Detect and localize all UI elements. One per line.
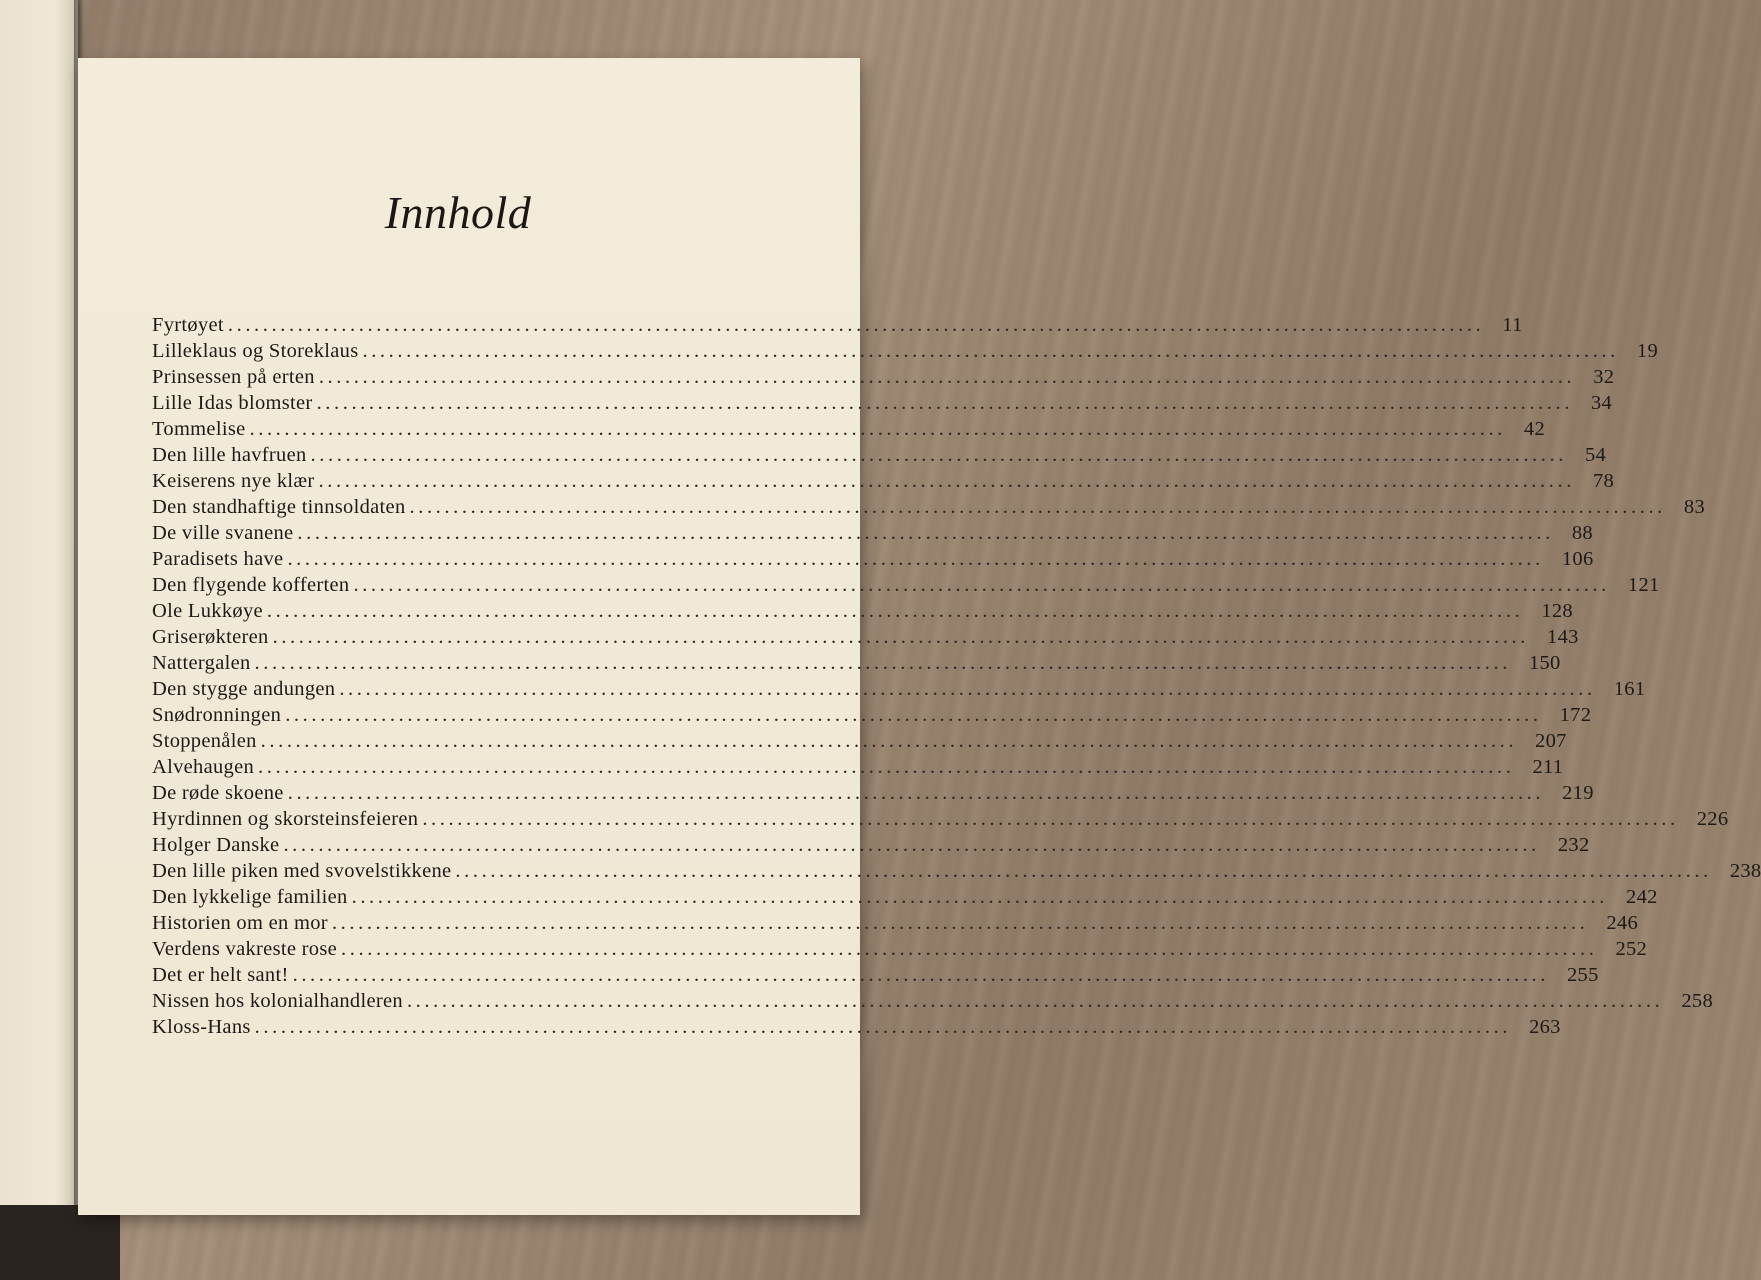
toc-entry-title: Den lille piken med svovelstikkene	[152, 860, 452, 882]
toc-entry	[152, 834, 1590, 860]
dot-leader: ................................................................................................................................................	[287, 782, 1545, 804]
toc-entry-title: Holger Danske	[152, 834, 280, 856]
dot-leader: ................................................................................................................................................	[455, 860, 1712, 882]
toc-entry-page-number: 54	[1584, 444, 1607, 466]
toc-entry-page-number: 211	[1532, 756, 1564, 778]
toc-entry-title: Den standhaftige tinnsoldaten	[152, 496, 406, 518]
toc-entry-page-number: 88	[1571, 522, 1593, 544]
toc-entry-title: Historien om en mor	[152, 912, 328, 934]
toc-entry	[152, 652, 1561, 678]
toc-entry-page-number: 232	[1557, 834, 1590, 856]
toc-entry-title: Hyrdinnen og skorsteinsfeieren	[152, 808, 419, 830]
toc-entry	[152, 522, 1593, 548]
toc-entry-title: Den stygge andungen	[152, 678, 336, 700]
toc-entry	[152, 782, 1594, 808]
toc-entry-page-number: 150	[1528, 652, 1561, 674]
toc-entry	[152, 938, 1648, 964]
toc-entry-title: Det er helt sant!	[152, 964, 289, 986]
toc-entry-title: Den flygende kofferten	[152, 574, 350, 596]
toc-entry-title: Paradisets have	[152, 548, 284, 570]
toc-entry-page-number: 143	[1547, 626, 1579, 648]
toc-entry	[152, 444, 1607, 470]
toc-entry	[152, 1016, 1561, 1042]
dot-leader: ................................................................................................................................................	[285, 704, 1542, 726]
toc-entry-page-number: 161	[1613, 678, 1646, 700]
dot-leader: ................................................................................................................................................	[409, 496, 1666, 518]
toc-entry-title: Den lykkelige familien	[152, 886, 348, 908]
toc-entry-page-number: 106	[1561, 548, 1594, 570]
dot-leader: ................................................................................................................................................	[422, 808, 1679, 830]
toc-entry	[152, 574, 1660, 600]
dot-leader: ................................................................................................................................................	[287, 548, 1544, 570]
dot-leader: ................................................................................................................................................	[254, 652, 1511, 674]
toc-entry-title: Snødronningen	[152, 704, 282, 726]
dot-leader: ................................................................................................................................................	[254, 1016, 1512, 1038]
toc-entry-page-number: 121	[1627, 574, 1660, 596]
toc-entry	[152, 808, 1729, 834]
dot-leader: ................................................................................................................................................	[341, 938, 1598, 960]
toc-entry-title: Nattergalen	[152, 652, 251, 674]
toc-entry-page-number: 226	[1696, 808, 1729, 830]
toc-entry-title: Tommelise	[152, 418, 246, 440]
dot-leader: ................................................................................................................................................	[249, 418, 1506, 440]
dot-leader: ................................................................................................................................................	[227, 314, 1485, 336]
toc-entry	[152, 600, 1573, 626]
table-of-contents	[152, 314, 1761, 1042]
toc-entry-page-number: 252	[1615, 938, 1648, 960]
page-title: Innhold	[384, 187, 532, 238]
dot-leader: ................................................................................................................................................	[318, 366, 1576, 388]
toc-entry	[152, 470, 1615, 496]
toc-entry	[152, 860, 1761, 886]
toc-entry-title: Lille Idas blomster	[152, 392, 313, 414]
dot-leader: ................................................................................................................................................	[353, 574, 1610, 596]
toc-entry-title: Ole Lukkøye	[152, 600, 263, 622]
toc-entry-title: De røde skoene	[152, 782, 284, 804]
dot-leader: ................................................................................................................................................	[318, 470, 1575, 492]
book-cover-edge	[0, 1205, 120, 1280]
toc-entry-page-number: 42	[1523, 418, 1546, 440]
dot-leader: ................................................................................................................................................	[316, 392, 1573, 414]
dot-leader: ................................................................................................................................................	[272, 626, 1530, 648]
toc-entry-page-number: 172	[1559, 704, 1592, 726]
dot-leader: ................................................................................................................................................	[297, 522, 1554, 544]
toc-entry-title: Prinsessen på erten	[152, 366, 315, 388]
toc-entry-title: Lilleklaus og Storeklaus	[152, 340, 359, 362]
dot-leader: ................................................................................................................................................	[331, 912, 1589, 934]
toc-entry	[152, 886, 1658, 912]
toc-entry-page-number: 34	[1590, 392, 1613, 414]
toc-entry	[152, 678, 1646, 704]
dot-leader: ................................................................................................................................................	[283, 834, 1540, 856]
toc-entry-page-number: 19	[1636, 340, 1658, 362]
toc-entry-page-number: 207	[1535, 730, 1567, 752]
toc-entry	[152, 626, 1579, 652]
toc-entry-page-number: 238	[1729, 860, 1761, 882]
dot-leader: ................................................................................................................................................	[258, 756, 1515, 778]
toc-entry	[152, 964, 1599, 990]
toc-entry-page-number: 263	[1529, 1016, 1561, 1038]
dot-leader: ................................................................................................................................................	[260, 730, 1518, 752]
toc-entry-page-number: 11	[1502, 314, 1523, 336]
toc-entry	[152, 366, 1615, 392]
toc-entry-page-number: 242	[1626, 886, 1658, 908]
toc-entry-page-number: 32	[1593, 366, 1615, 388]
toc-entry-title: Stoppenålen	[152, 730, 257, 752]
toc-entry-title: Den lille havfruen	[152, 444, 307, 466]
toc-entry-title: Griserøkteren	[152, 626, 269, 648]
toc-entry-page-number: 246	[1606, 912, 1638, 934]
dot-leader: ................................................................................................................................................	[266, 600, 1524, 622]
toc-entry	[152, 418, 1546, 444]
toc-entry	[152, 548, 1594, 574]
toc-entry-page-number: 258	[1681, 990, 1713, 1012]
left-book-page	[0, 0, 78, 1280]
dot-leader: ................................................................................................................................................	[362, 340, 1619, 362]
toc-entry	[152, 496, 1706, 522]
toc-entry	[152, 730, 1567, 756]
toc-entry-title: Nissen hos kolonialhandleren	[152, 990, 403, 1012]
dot-leader: ................................................................................................................................................	[351, 886, 1609, 908]
toc-entry-page-number: 78	[1592, 470, 1615, 492]
dot-leader: ................................................................................................................................................	[292, 964, 1549, 986]
toc-entry-page-number: 255	[1567, 964, 1599, 986]
toc-entry-title: Keiserens nye klær	[152, 470, 315, 492]
toc-entry-title: Kloss-Hans	[152, 1016, 251, 1038]
toc-entry	[152, 340, 1658, 366]
toc-entry-title: Alvehaugen	[152, 756, 255, 778]
dot-leader: ................................................................................................................................................	[406, 990, 1664, 1012]
toc-entry	[152, 392, 1613, 418]
toc-entry-page-number: 83	[1683, 496, 1706, 518]
toc-entry-page-number: 219	[1562, 782, 1594, 804]
toc-entry-title: Verdens vakreste rose	[152, 938, 338, 960]
dot-leader: ................................................................................................................................................	[339, 678, 1596, 700]
toc-entry-title: De ville svanene	[152, 522, 294, 544]
dot-leader: ................................................................................................................................................	[310, 444, 1567, 466]
toc-entry	[152, 912, 1638, 938]
toc-entry	[152, 704, 1592, 730]
toc-entry-title: Fyrtøyet	[152, 314, 224, 336]
toc-entry-page-number: 128	[1541, 600, 1573, 622]
contents-page	[78, 58, 1761, 1215]
toc-entry	[152, 314, 1523, 340]
toc-entry	[152, 756, 1564, 782]
toc-entry	[152, 990, 1713, 1016]
